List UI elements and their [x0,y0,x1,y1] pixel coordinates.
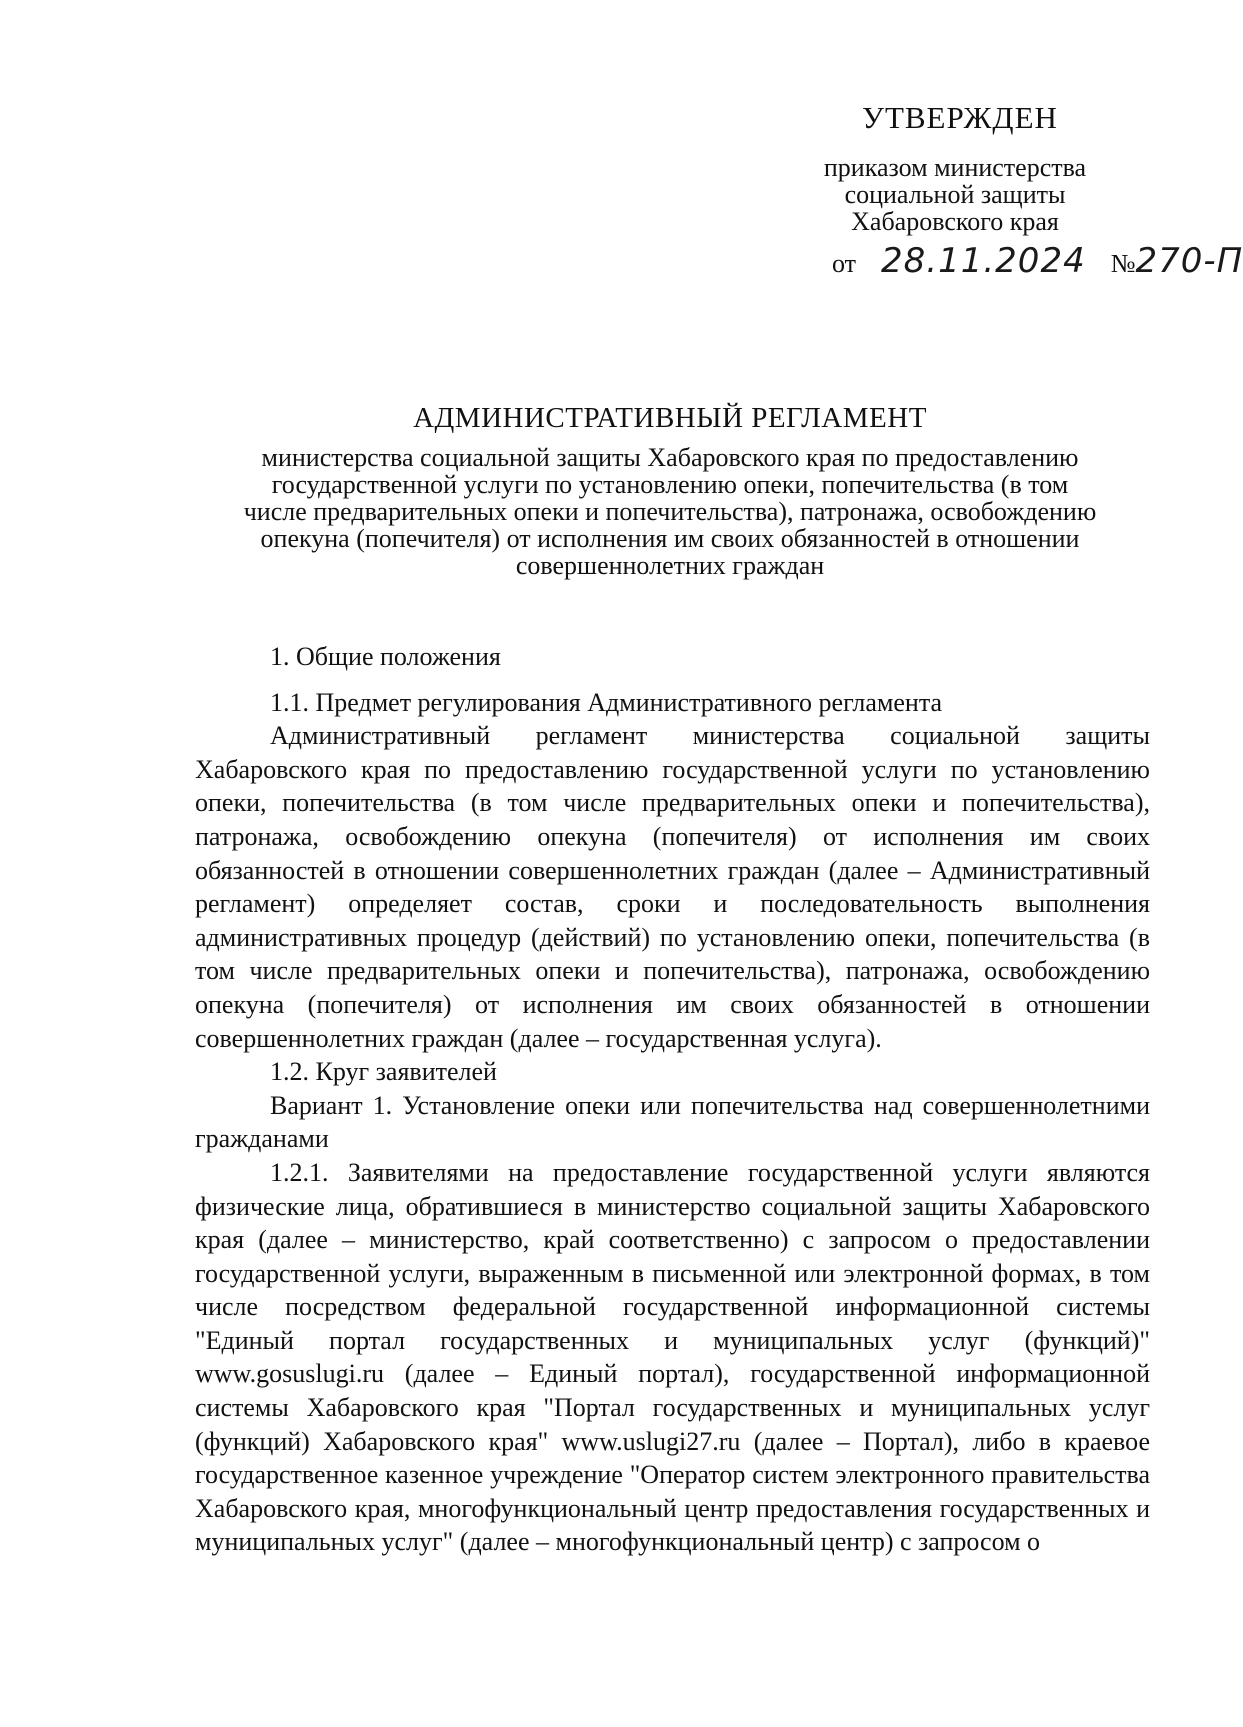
document-body [195,640,1150,1559]
approval-line-order: приказом министерства [823,153,1087,182]
section-1-1-paragraph: Административный регламент министерства социальной защиты Хабаровского края по предоставлению государственной услуги по установлению опеки, попечительства (в том числе предварительных опеки и попечительства), патронажа, освобождению опекуна (попечителя) от исполнения им своих обязанностей в отношении совершеннолетних граждан (далее – Административный регламент) определяет состав, сроки и последовательность выполнения административных процедур (действий) по установлению опеки, попечительства (в том числе предварительных опеки и попечительства), патронажа, освобождению опекуна (попечителя) от исполнения им своих обязанностей в отношении совершеннолетних граждан (далее – государственная услуга). [195,721,1150,1053]
variant-1-paragraph: Вариант 1. Установление опеки или попечительства над совершеннолетними гражданами [195,1090,1150,1154]
document-subtitle [190,444,1150,579]
handwritten-number: 270-П [1135,241,1243,281]
approved-heading: УТВЕРЖДЕН [862,100,1058,135]
section-1-1-heading: 1.1. Предмет регулирования Административного регламента [270,687,943,717]
document-title-block [190,398,1150,579]
approval-line-region: Хабаровского края [851,207,1059,236]
handwritten-date: 28.11.2024 [881,241,1086,281]
subtitle-line: государственной услуги по установлению опеки, попечительства (в том [271,470,1069,499]
date-prefix: от [832,249,857,278]
subtitle-line: числе предварительных опеки и попечительства), патронажа, освобождению [243,497,1097,526]
number-prefix: № [1110,249,1136,278]
document-title: АДМИНИСТРАТИВНЫЙ РЕГЛАМЕНТ [413,402,927,434]
approval-stamp [790,100,1243,284]
approval-date-line [832,241,1243,284]
approval-line-ministry: социальной защиты [844,180,1066,209]
section-1-heading: 1. Общие положения [270,642,501,671]
subtitle-line: опекуна (попечителя) от исполнения им своих обязанностей в отношении [260,524,1080,553]
subtitle-line: совершеннолетних граждан [515,551,825,580]
section-1-2-heading: 1.2. Круг заявителей [270,1057,497,1087]
section-1-2-1-paragraph: 1.2.1. Заявителями на предоставление государственной услуги являются физические лица, обратившиеся в министерство социальной защиты Хабаровского края (далее – министерство, край соответственно) с запросом о предоставлении государственной услуги, выраженным в письменной или электронной формах, в том числе посредством федеральной государственной информационной системы "Единый портал государственных и муниципальных услуг (функций)" www.gosuslugi.ru (далее – Единый портал), государственной информационной системы Хабаровского края "Портал государственных и муниципальных услуг (функций) Хабаровского края" www.uslugi27.ru (далее – Портал), либо в краевое государственное казенное учреждение "Оператор систем электронного правительства Хабаровского края, многофункциональный центр предоставления государственных и муниципальных услуг" (далее – многофункциональный центр) с запросом о [195,1157,1150,1557]
subtitle-line: министерства социальной защиты Хабаровского края по предоставлению [261,443,1079,472]
